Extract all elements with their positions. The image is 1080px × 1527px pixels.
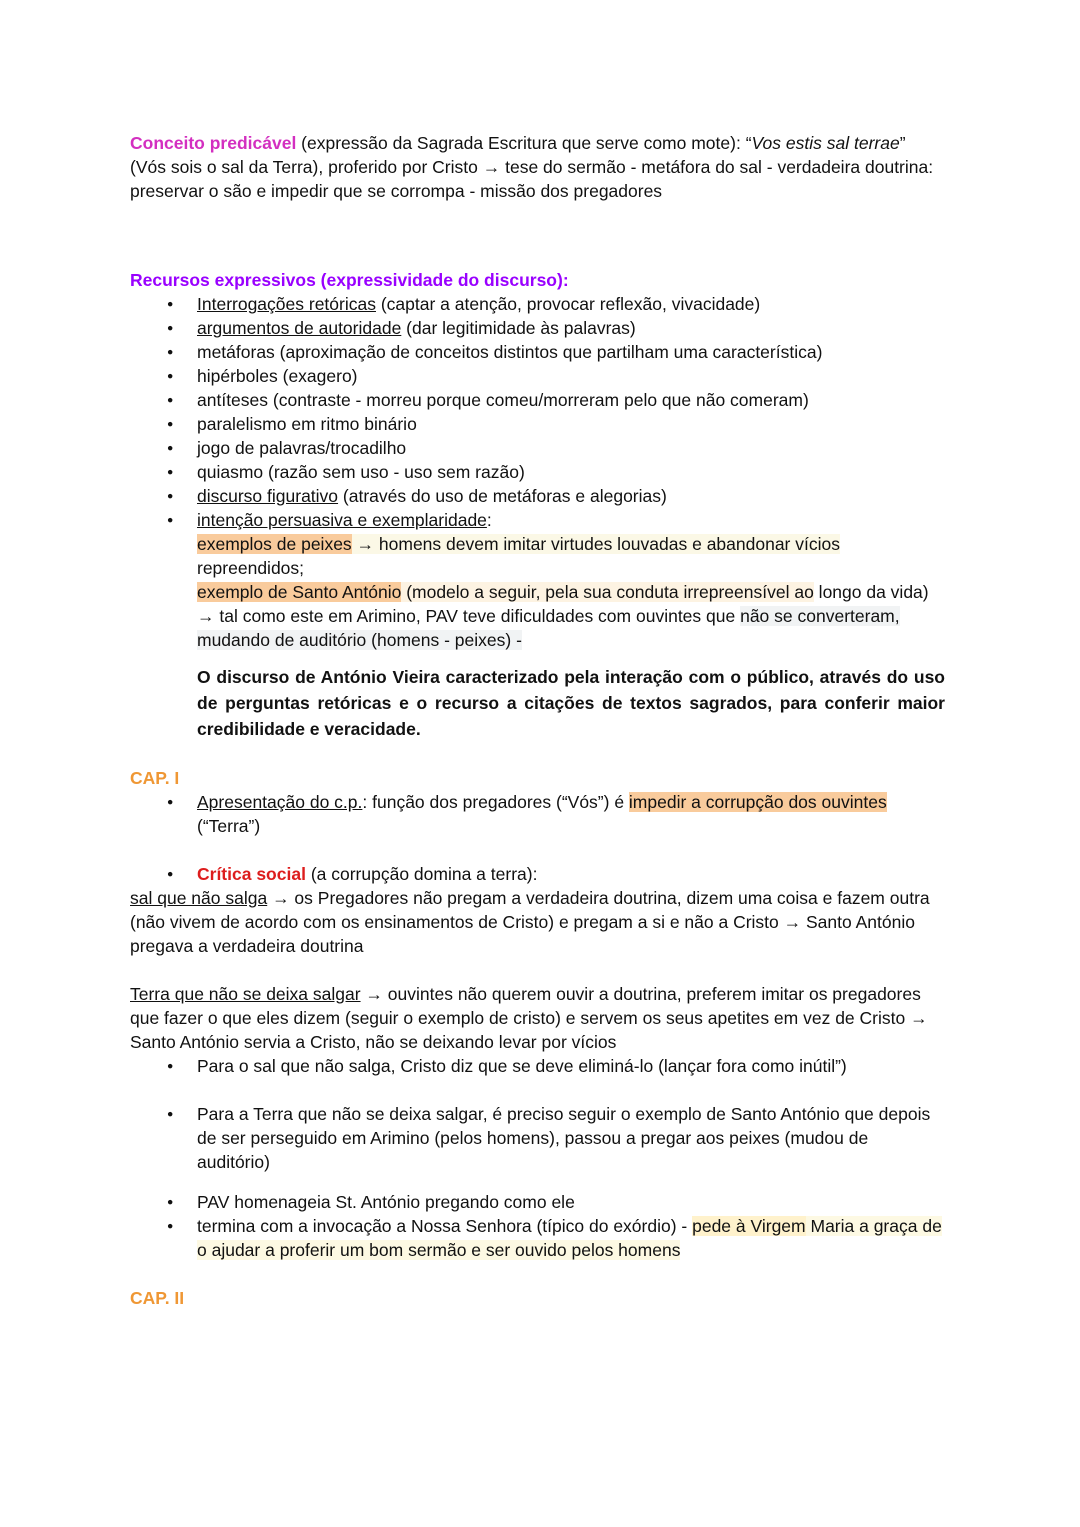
item-text-rest: (“Terra”) — [197, 816, 261, 836]
list-item-terra-exemplo-antonio: ● Para a Terra que não se deixa salgar, é preciso seguir o exemplo de Santo António que depois de ser perseguido em Arimino (pelos homens), passou a pregar aos peixes (mudou de auditório) — [130, 1102, 945, 1174]
list-item-hiperboles — [130, 364, 945, 388]
highlighted-term: exemplos de peixes — [197, 534, 352, 554]
item-text: antíteses (contraste - morreu porque comeu/morreram pelo que não comeram) — [197, 390, 809, 410]
item-text: : função dos pregadores (“Vós”) é — [362, 792, 629, 812]
recursos-list — [130, 292, 945, 652]
highlighted-term: impedir a corrupção dos ouvintes — [628, 792, 887, 812]
paragraph-sal-que-nao-salga — [130, 886, 945, 958]
item-text: hipérboles (exagero) — [197, 366, 358, 386]
paragraph-text: → ouvintes não querem ouvir a doutrina, preferem imitar os pregadores que fazer o que eles dizem (seguir o exemplo de cristo) e servem os seus apetites em vez de Cristo → Santo António servia a Cristo, não se deixando levar por vícios — [130, 984, 928, 1052]
list-item-discurso-figurativo — [130, 484, 945, 508]
highlighted-text: Maria a graça de o ajudar a proferir um bom sermão e ser ouvido pelos homens — [197, 1216, 942, 1260]
underlined-term: sal que não salga — [130, 888, 268, 908]
item-text: (dar legitimidade às palavras) — [401, 318, 636, 338]
list-item-metaforas — [130, 340, 945, 364]
example-text-rest: repreendidos; — [197, 558, 305, 578]
list-item-critica-social — [130, 862, 945, 886]
underlined-term: Interrogações retóricas — [197, 294, 376, 314]
paragraph-text: → os Pregadores não pregam a verdadeira doutrina, dizem uma coisa e fazem outra (não vivem de acordo com os ensinamentos de Cristo) e pregam a si e não a Cristo → Santo António pregava a verdadeira doutrina — [130, 888, 930, 956]
heading-cap-2: CAP. II — [130, 1288, 185, 1308]
list-item-invocacao-nossa-senhora — [130, 1214, 945, 1262]
summary-paragraph: O discurso de António Vieira caracterizado pela interação com o público, através do uso de perguntas retóricas e o recurso a citações de textos sagrados, para conferir maior credibilidade e veracidade. — [197, 667, 945, 739]
item-text: (a corrupção domina a terra): — [305, 864, 538, 884]
item-text: : — [486, 510, 492, 530]
item-text: metáforas (aproximação de conceitos distintos que partilham uma característica) — [197, 342, 823, 362]
list-item-pav-homenageia: ● PAV homenageia St. António pregando como ele — [130, 1190, 945, 1214]
heading-cap-1: CAP. I — [130, 768, 180, 788]
item-text: (através do uso de metáforas e alegorias) — [338, 486, 667, 506]
highlighted-term: exemplo de Santo António — [197, 582, 402, 602]
list-item-apresentacao-cp — [130, 790, 945, 838]
example-santo-antonio — [197, 580, 945, 652]
list-item-argumentos-autoridade — [130, 316, 945, 340]
underlined-term: discurso figurativo — [197, 486, 339, 506]
term-conceito-predicavel: Conceito predicável — [130, 133, 297, 153]
example-text: → homens devem imitar virtudes louvadas e abandonar vícios — [351, 534, 840, 554]
list-item-sal-eliminar: ● Para o sal que não salga, Cristo diz que se deve eliminá-lo (lançar fora como inútil”) — [130, 1054, 945, 1078]
example-peixes — [197, 532, 945, 580]
list-item-antiteses — [130, 388, 945, 412]
intro-text-rest: ” (Vós sois o sal da Terra), proferido por Cristo → tese do sermão - metáfora do sal - verdadeira doutrina: preservar o são e impedir que se corrompa - missão dos pregadores — [130, 133, 934, 201]
item-text: paralelismo em ritmo binário — [197, 414, 417, 434]
intro-text: (expressão da Sagrada Escritura que serve como mote): “ — [296, 133, 752, 153]
item-text: quiasmo (razão sem uso - uso sem razão) — [197, 462, 525, 482]
latin-motto: Vos estis sal terrae — [751, 133, 900, 153]
underlined-term: Terra que não se deixa salgar — [130, 984, 361, 1004]
list-item-interrogacoes-retoricas — [130, 292, 945, 316]
example-text: (modelo a seguir, pela sua conduta irrepreensível ao — [401, 582, 814, 602]
heading-recursos-expressivos: Recursos expressivos (expressividade do discurso): — [130, 270, 569, 290]
underlined-term: Apresentação do c.p. — [197, 792, 363, 812]
item-text: (captar a atenção, provocar reflexão, vivacidade) — [375, 294, 761, 314]
list-item-intencao-persuasiva — [130, 508, 945, 652]
cap1-list-bottom — [130, 1054, 945, 1262]
item-text: jogo de palavras/trocadilho — [197, 438, 407, 458]
cap1-list-top — [130, 790, 945, 886]
intro-paragraph — [130, 131, 945, 203]
item-text: termina com a invocação a Nossa Senhora (típico do exórdio) - — [197, 1216, 693, 1236]
list-item-paralelismo — [130, 412, 945, 436]
list-item-quiasmo — [130, 460, 945, 484]
underlined-term: argumentos de autoridade — [197, 318, 402, 338]
example-text: não se converteram, mudando de auditório (homens - peixes) - — [197, 606, 900, 650]
example-text: longo da vida) → tal como este em Arimino, PAV teve dificuldades com ouvintes que — [197, 582, 929, 626]
term-critica-social: Crítica social — [197, 864, 306, 884]
paragraph-terra-que-nao-se-deixa-salgar — [130, 982, 945, 1054]
underlined-term: intenção persuasiva e exemplaridade — [197, 510, 487, 530]
highlighted-text: pede à Virgem — [692, 1216, 806, 1236]
list-item-jogo-palavras — [130, 436, 945, 460]
